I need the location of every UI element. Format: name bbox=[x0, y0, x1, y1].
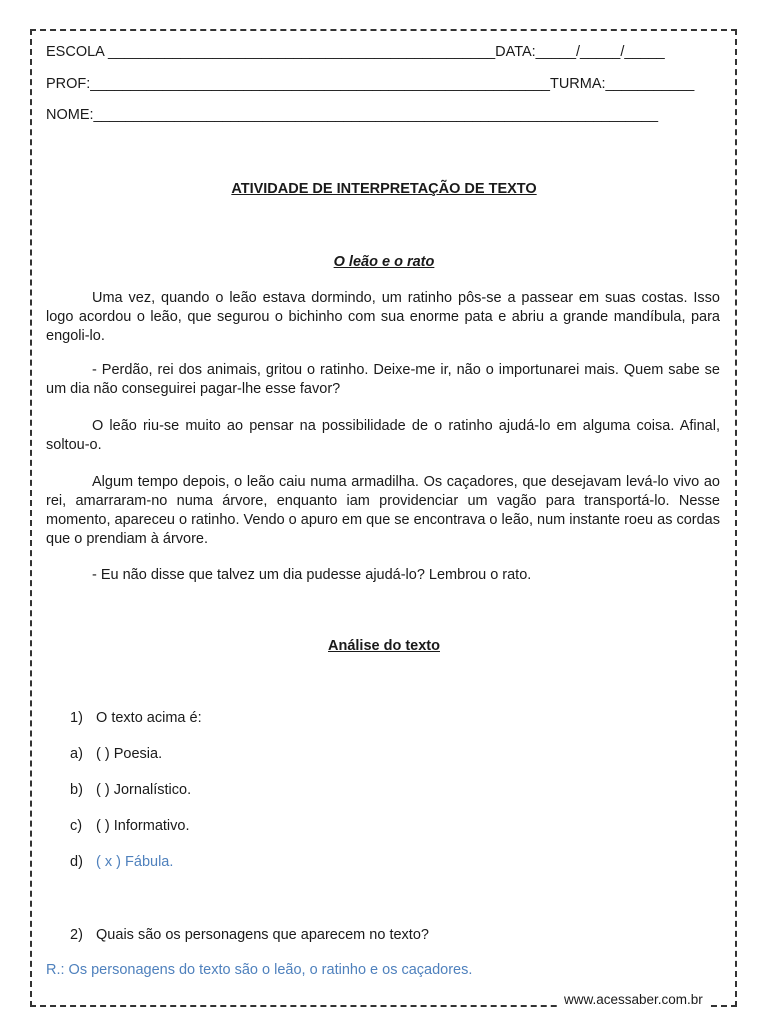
activity-title: ATIVIDADE DE INTERPRETAÇÃO DE TEXTO bbox=[231, 181, 537, 197]
story-title: O leão e o rato bbox=[333, 254, 435, 270]
option-b[interactable] bbox=[70, 782, 191, 798]
site-watermark: www.acessaber.com.br bbox=[560, 992, 707, 1007]
option-c-text: ( ) Informativo. bbox=[96, 818, 190, 834]
question-2 bbox=[70, 927, 429, 943]
header-prof: PROF:_________________________________________________________TURMA:___________ bbox=[46, 76, 695, 92]
analysis-title: Análise do texto bbox=[328, 638, 440, 654]
option-d-letter: d) bbox=[70, 854, 83, 870]
option-a-letter: a) bbox=[70, 746, 83, 762]
option-d[interactable] bbox=[70, 854, 173, 870]
option-b-text: ( ) Jornalístico. bbox=[96, 782, 192, 798]
question-1-number: 1) bbox=[70, 710, 83, 726]
option-c[interactable] bbox=[70, 818, 190, 834]
paragraph-1: Uma vez, quando o leão estava dormindo, um ratinho pôs-se a passear em suas costas. Isso logo acordou o leão, que segurou o bichinho com sua enorme pata e abriu a grande mandíbula, para engoli-lo. bbox=[46, 290, 720, 344]
header-escola: ESCOLA ________________________________________________DATA:_____/_____/_____ bbox=[46, 44, 665, 60]
option-b-letter: b) bbox=[70, 782, 83, 798]
question-2-answer: R.: Os personagens do texto são o leão, o ratinho e os caçadores. bbox=[46, 962, 473, 978]
option-a-text: ( ) Poesia. bbox=[96, 746, 163, 762]
option-c-letter: c) bbox=[70, 818, 83, 834]
paragraph-2: - Perdão, rei dos animais, gritou o ratinho. Deixe-me ir, não o importunarei mais. Quem sabe se um dia não conseguirei pagar-lhe esse favor? bbox=[46, 362, 720, 397]
question-1-text: O texto acima é: bbox=[96, 710, 202, 726]
paragraph-4: Algum tempo depois, o leão caiu numa armadilha. Os caçadores, que desejavam levá-lo vivo ao rei, amarraram-no numa árvore, enquanto iam providenciar um vagão para transportá-lo. Nesse momento, apareceu o ratinho. Vendo o apuro em que se encontrava o leão, num instante roeu as cordas que o prendiam à árvore. bbox=[46, 474, 720, 547]
paragraph-3: O leão riu-se muito ao pensar na possibilidade de o ratinho ajudá-lo em alguma coisa. Afinal, soltou-o. bbox=[46, 418, 720, 453]
question-2-text: Quais são os personagens que aparecem no texto? bbox=[96, 927, 429, 943]
header-nome: NOME:______________________________________________________________________ bbox=[46, 107, 659, 123]
paragraph-5: - Eu não disse que talvez um dia pudesse ajudá-lo? Lembrou o rato. bbox=[92, 567, 532, 583]
question-2-number: 2) bbox=[70, 927, 83, 943]
option-a[interactable] bbox=[70, 746, 162, 762]
option-d-text: ( x ) Fábula. bbox=[96, 854, 174, 870]
question-1 bbox=[70, 710, 202, 726]
